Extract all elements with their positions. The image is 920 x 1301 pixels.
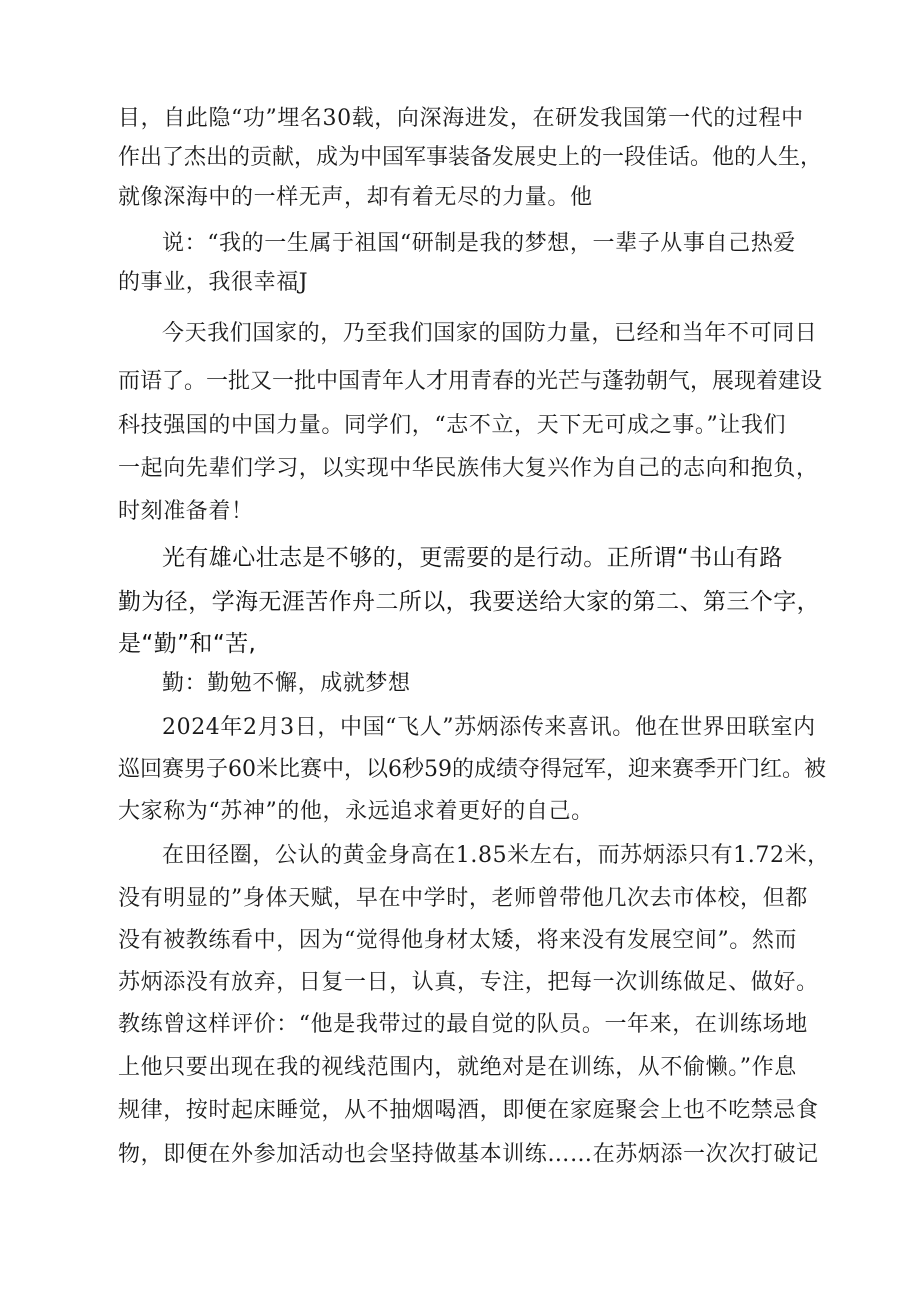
text-line: 目，自此隐“功”埋名30载，向深海进发，在研发我国第一代的过程中 xyxy=(118,106,804,131)
text-line: 的事业，我很幸福J xyxy=(118,270,309,295)
text-line: 一起向先辈们学习，以实现中华民族伟大复兴作为自己的志向和抱负， xyxy=(118,456,819,481)
text-line: 科技强国的中国力量。同学们，“志不立，天下无可成之事。”让我们 xyxy=(118,413,787,438)
text-line: 苏炳添没有放弃，日复一日，认真，专注，把每一次训练做足、做好。 xyxy=(118,970,819,995)
section-heading: 勤：勤勉不懈，成就梦想 xyxy=(162,671,411,696)
text-line: 上他只要出现在我的视线范围内，就绝对是在训练，从不偷懒。”作息 xyxy=(118,1055,797,1080)
text-line: 在田径圈，公认的黄金身高在1.85米左右，而苏炳添只有1.72米， xyxy=(162,843,830,868)
text-line: 勤为径，学海无涯苦作舟二所以，我要送给大家的第二、第三个字， xyxy=(118,589,820,615)
text-line: 是“勤”和“苦, xyxy=(118,631,257,657)
text-line: 而语了。一批又一批中国青年人才用青春的光芒与蓬勃朝气，展现着建设 xyxy=(118,369,823,394)
text-line: 作出了杰出的贡献，成为中国军事装备发展史上的一段佳话。他的人生， xyxy=(118,145,823,170)
text-line: 光有雄心壮志是不够的，更需要的是行动。正所谓“书山有路 xyxy=(162,545,783,571)
text-line: 没有被教练看中，因为“觉得他身材太矮，将来没有发展空间”。然而 xyxy=(118,928,798,953)
text-line: 2024年2月3日，中国“飞人”苏炳添传来喜讯。他在世界田联室内 xyxy=(162,715,816,740)
text-line: 没有明显的”身体天赋，早在中学时，老师曾带他几次去市体校，但都 xyxy=(118,886,808,911)
text-line: 物，即便在外参加活动也会坚持做基本训练……在苏炳添一次次打破记 xyxy=(118,1142,819,1167)
text-line: 大家称为“苏神”的他，永远追求着更好的自己。 xyxy=(118,799,594,824)
text-line: 今天我们国家的，乃至我们国家的国防力量，已经和当年不可同日 xyxy=(162,321,818,346)
text-line: 教练曾这样评价：“他是我带过的最自觉的队员。一年来，在训练场地 xyxy=(118,1012,808,1037)
text-line: 规律，按时起床睡觉，从不抽烟喝酒，即便在家庭聚会上也不吃禁忌食 xyxy=(118,1098,819,1123)
text-line: 巡回赛男子60米比赛中，以6秒59的成绩夺得冠军，迎来赛季开门红。被 xyxy=(118,757,826,782)
text-line: 就像深海中的一样无声，却有着无尽的力量。他 xyxy=(118,185,593,210)
text-line: 说：“我的一生属于祖国“研制是我的梦想，一辈子从事自己热爱 xyxy=(162,231,796,256)
text-line: 时刻准备着！ xyxy=(118,499,254,524)
